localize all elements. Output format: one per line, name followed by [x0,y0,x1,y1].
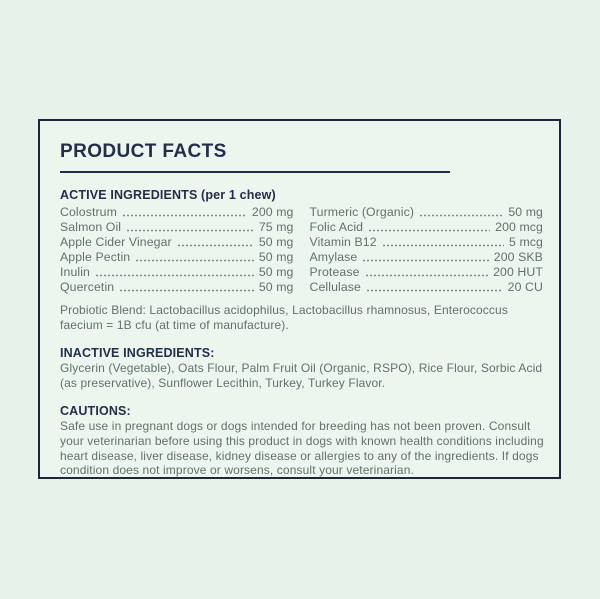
page-title: PRODUCT FACTS [60,141,227,162]
title-underline [60,171,450,173]
cautions-text: Safe use in pregnant dogs or dogs intended for breeding has not been proven. Consult your veterinarian before using this product in dogs with known health conditions including heart disease, liver disease, kidney disease or allergies to any of the ingredients. If dogs condition does not improve or worsens, consult your veterinarian. [60,419,544,478]
ingredient-row [310,250,544,265]
ingredient-value: 200 mcg [495,220,543,234]
ingredient-label: Quercetin [60,280,115,294]
ingredient-value: 200 SKB [493,250,543,264]
ingredient-row [60,235,294,250]
ingredient-label: Salmon Oil [60,220,122,234]
dotted-leader [126,220,254,235]
ingredient-label: Inulin [60,265,90,279]
dotted-leader [95,265,254,280]
dotted-leader [362,250,488,265]
inactive-ingredients-text: Glycerin (Vegetable), Oats Flour, Palm Fruit Oil (Organic, RSPO), Rice Flour, Sorbic Acid (as preservative), Sunflower Lecithin, Turkey, Turkey Flavor. [60,361,543,390]
dotted-leader [382,235,504,250]
ingredient-label: Protease [309,265,360,279]
ingredient-value: 5 mcg [509,235,543,249]
dotted-leader [366,280,503,295]
ingredient-value: 50 mg [258,250,294,264]
inactive-ingredients-heading: INACTIVE INGREDIENTS: [60,346,215,361]
dotted-leader [365,265,489,280]
ingredient-label: Apple Cider Vinegar [60,235,172,249]
ingredient-row [60,280,294,295]
ingredient-value: 75 mg [258,220,294,234]
dotted-leader [122,205,247,220]
ingredient-row [310,265,544,280]
ingredient-row [60,250,294,265]
ingredient-row [310,220,544,235]
ingredient-label: Cellulase [309,280,361,294]
ingredient-label: Apple Pectin [60,250,131,264]
probiotic-blend-note: Probiotic Blend: Lactobacillus acidophilus, Lactobacillus rhamnosus, Enterococcus faecium = 1B cfu (at time of manufacture). [60,303,508,332]
ingredient-value: 20 CU [507,280,543,294]
ingredient-row [310,280,544,295]
ingredient-value: 50 mg [258,280,294,294]
ingredient-label: Colostrum [60,205,117,219]
ingredient-label: Vitamin B12 [309,235,377,249]
ingredient-row [60,205,294,220]
dotted-leader [368,220,490,235]
ingredient-value: 200 HUT [493,265,543,279]
ingredient-column-left [60,205,294,295]
ingredient-value: 50 mg [258,235,294,249]
ingredient-row [310,205,544,220]
ingredient-column-right [310,205,544,295]
ingredient-row [310,235,544,250]
active-ingredients-heading: ACTIVE INGREDIENTS (per 1 chew) [60,188,276,202]
ingredient-row [60,265,294,280]
ingredient-label: Turmeric (Organic) [309,205,415,219]
ingredient-row [60,220,294,235]
ingredient-value: 50 mg [508,205,543,219]
ingredient-columns [60,205,543,295]
ingredient-value: 200 mg [251,205,294,219]
dotted-leader [119,280,254,295]
ingredient-label: Amylase [309,250,358,264]
product-facts-card [38,119,561,479]
dotted-leader [419,205,503,220]
cautions-heading: CAUTIONS: [60,404,131,419]
dotted-leader [177,235,254,250]
ingredient-value: 50 mg [258,265,294,279]
ingredient-label: Folic Acid [309,220,364,234]
dotted-leader [135,250,254,265]
